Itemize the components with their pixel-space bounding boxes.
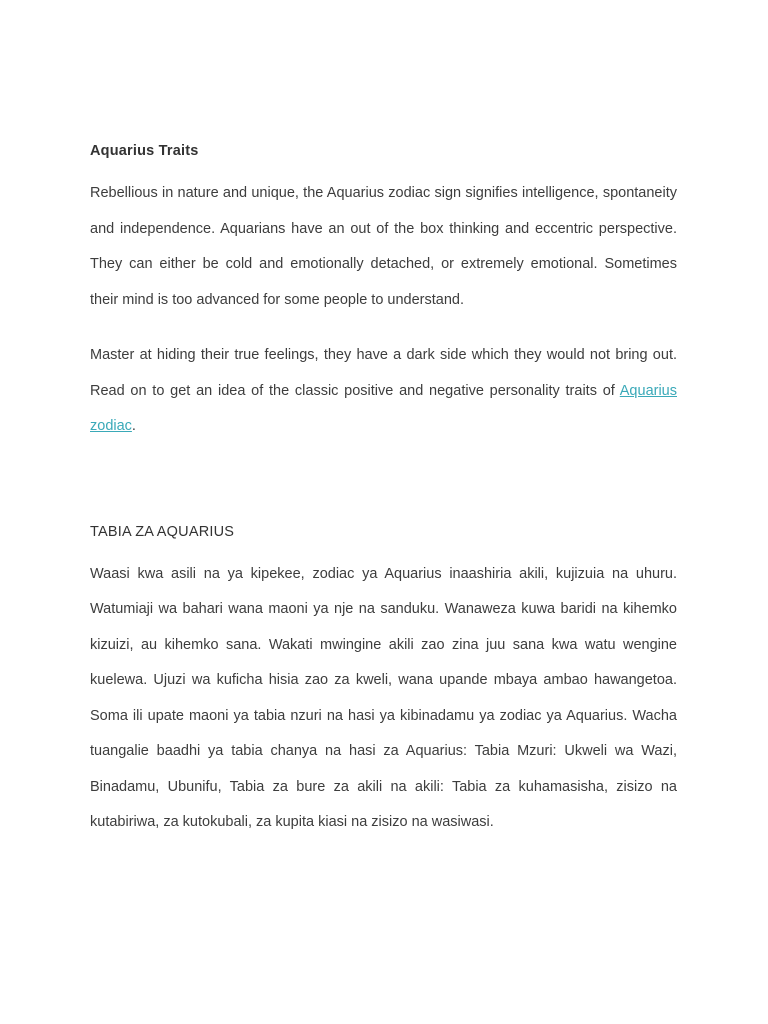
section-title: TABIA ZA AQUARIUS [90,523,235,540]
document-title: Aquarius Traits [90,143,199,159]
paragraph-intro: Rebellious in nature and unique, the Aquarius zodiac sign signifies intelligence, spontaneity and independence. Aquarians have an out of the box thinking and eccentric perspective. They can either be cold and emotionally detached, or extremely emotional. Sometimes their mind is too advanced for some people to understand. [90,185,677,308]
document-page [90,140,677,841]
paragraph-details-text: Master at hiding their true feelings, they have a dark side which they would not bring out. Read on to get an idea of the classic positive and negative personality traits of [90,347,677,399]
paragraph-details [90,338,677,445]
paragraph-swahili: Waasi kwa asili na ya kipekee, zodiac ya Aquarius inaashiria akili, kujizuia na uhuru. Watumiaji wa bahari wana maoni ya nje na sanduku. Wanaweza kuwa baridi na kihemko kizuizi, au kihemko sana. Wakati mwingine akili zao zina juu sana kwa watu wengine kuelewa. Ujuzi wa kuficha hisia zao za kweli, wana upande mbaya ambao hawangetoa. Soma ili upate maoni ya tabia nzuri na hasi ya kibinadamu ya zodiac ya Aquarius. Wacha tuangalie baadhi ya tabia chanya na hasi za Aquarius: Tabia Mzuri: Ukweli wa Wazi, Binadamu, Ubunifu, Tabia za bure za akili na akili: Tabia za kuhamasisha, zisizo na kutabiriwa, za kutokubali, za kupita kiasi na zisizo na wasiwasi. [90,565,677,830]
aquarius-zodiac-link[interactable]: Aquarius zodiac [90,382,677,434]
paragraph-details-end: . [131,418,136,434]
